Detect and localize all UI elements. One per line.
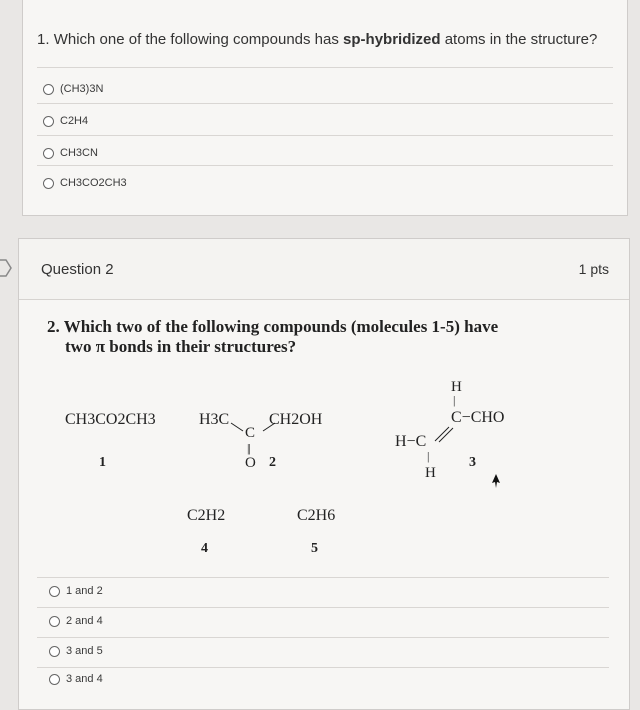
molecule-2-oxygen: O	[245, 455, 256, 471]
question-1-text-before: Which one of the following compounds has	[53, 31, 344, 48]
divider	[37, 135, 613, 136]
q1-option-4-label: CH3CO2CH3	[60, 177, 127, 189]
q2-option-4[interactable]	[49, 673, 103, 685]
molecule-2-number: 2	[269, 455, 276, 470]
molecule-2-carbon: C	[245, 425, 256, 441]
divider	[37, 667, 609, 668]
question-2-prompt-line-1: 2. Which two of the following compounds (molecules 1-5) have	[47, 317, 499, 336]
q1-option-2[interactable]	[43, 115, 88, 127]
q1-option-3[interactable]	[43, 147, 98, 159]
divider	[37, 637, 609, 638]
molecule-4-number: 4	[201, 541, 208, 556]
q1-option-1[interactable]	[43, 83, 103, 95]
question-2-points: 1 pts	[578, 261, 609, 277]
question-1-text-after: atoms in the structure?	[440, 31, 598, 48]
q2-option-3[interactable]	[49, 645, 103, 657]
divider	[37, 607, 609, 608]
radio-icon[interactable]	[49, 586, 60, 597]
molecule-3-number: 3	[469, 455, 476, 470]
molecule-3-bottom-bar: |	[427, 449, 430, 463]
molecule-5-formula: C2H6	[297, 507, 336, 524]
question-2-prompt-line-2: two π bonds in their structures?	[65, 337, 297, 356]
question-1-card	[22, 0, 628, 216]
divider	[37, 67, 613, 68]
divider	[37, 165, 613, 166]
molecule-1-formula: CH3CO2CH3	[65, 411, 156, 428]
molecule-3-double-bond	[431, 425, 455, 443]
molecule-2-right-group: CH2OH	[269, 411, 323, 428]
question-2-card	[18, 238, 630, 710]
radio-icon[interactable]	[49, 616, 60, 627]
molecule-3-top-bar: |	[453, 393, 456, 407]
radio-icon[interactable]	[43, 84, 54, 95]
mouse-cursor-icon	[489, 473, 503, 489]
radio-icon[interactable]	[43, 178, 54, 189]
q2-option-2[interactable]	[49, 615, 103, 627]
question-2-header	[19, 239, 629, 300]
molecule-5-number: 5	[311, 541, 318, 556]
radio-icon[interactable]	[49, 646, 60, 657]
q2-option-2-label: 2 and 4	[66, 615, 103, 627]
question-2-prompt	[47, 317, 547, 357]
question-1-text-bold: sp-hybridized	[343, 31, 441, 48]
molecule-3-lower: H−C	[395, 433, 427, 450]
q2-option-4-label: 3 and 4	[66, 673, 103, 685]
radio-icon[interactable]	[49, 674, 60, 685]
q1-option-1-label: (CH3)3N	[60, 83, 104, 95]
molecule-4-formula: C2H2	[187, 507, 226, 524]
q1-option-2-label: C2H4	[60, 115, 89, 127]
divider	[37, 577, 609, 578]
q1-option-4[interactable]	[43, 177, 127, 189]
question-2-title: Question 2	[41, 261, 114, 278]
molecule-3-top-h: H	[451, 379, 462, 395]
molecule-3-bottom-h: H	[425, 465, 436, 481]
molecule-2-double-bond: ||	[247, 441, 250, 455]
molecule-3-upper: C−CHO	[451, 409, 505, 426]
divider	[37, 103, 613, 104]
q1-option-3-label: CH3CN	[60, 147, 98, 159]
radio-icon[interactable]	[43, 148, 54, 159]
question-1-number: 1.	[37, 31, 50, 48]
question-1-text	[37, 31, 597, 48]
q2-option-1[interactable]	[49, 585, 103, 597]
molecule-2-left-group: H3C	[199, 411, 230, 428]
flag-icon	[0, 258, 12, 278]
molecule-1-number: 1	[99, 455, 106, 470]
q2-option-1-label: 1 and 2	[66, 585, 103, 597]
radio-icon[interactable]	[43, 116, 54, 127]
q2-option-3-label: 3 and 5	[66, 645, 103, 657]
